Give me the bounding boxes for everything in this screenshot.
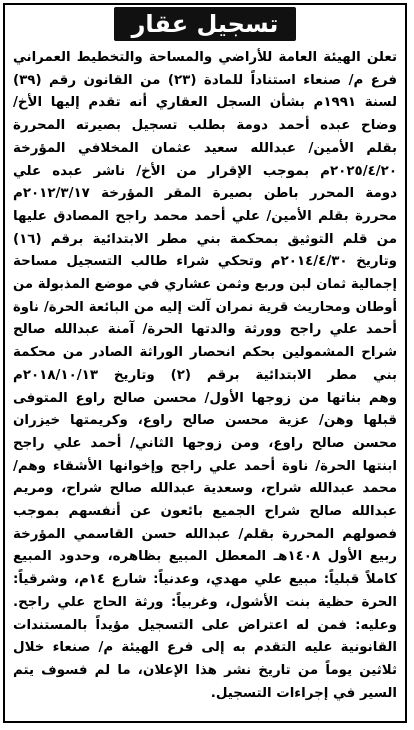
notice-line: عبدالله صالح شراح الجميع بائعون عن أنفسهم بموجب	[13, 504, 397, 520]
notice-line: إجمالية ثمان لبن وربع وثمن عشاري في موضع المذبولة من	[13, 277, 397, 293]
notice-line: محمد عبدالله شراح، وسعدية عبدالله صالح شراح، ومريم	[13, 481, 397, 497]
notice-line: محسن صالح راوع، ومن زوجها الثاني/ أحمد علي راجح	[13, 435, 397, 451]
notice-line: وتاريخ ٢٠١٤/٤/٣٠م وتحكي شراء طالب التسجيل مساحة	[13, 254, 397, 270]
notice-frame	[3, 3, 407, 723]
notice-header	[5, 5, 405, 43]
notice-line: أوطان ومحاريث قرية نمران آلت إليه من البائعة الحرة/ ناوة	[13, 299, 397, 315]
notice-line: السير في إجراءات التسجيل.	[210, 685, 397, 701]
notice-line: فصولهم المحررة بقلم/ عبدالله حسن القاسمي المؤرخة	[13, 526, 397, 542]
notice-line: ثلاثين يوماً من تاريخ نشر هذا الإعلان، ما لم فسوف يتم	[13, 662, 397, 678]
notice-line: دومة المحرر باطن بصيرة المقر المؤرخة ٢٠١٢/٣/١٧م	[13, 186, 397, 202]
notice-line: قبلها وهن/ عزية محسن صالح راوع، وكريمتها خيزران	[13, 413, 397, 429]
notice-line: بني مطر الابتدائية برقم (٢) وتاريخ ٢٠١٨/١٠/١٣م	[13, 367, 397, 383]
notice-line: وعليه: فمن له اعتراض على التسجيل مؤيداً بالمستندات	[13, 617, 397, 633]
notice-line: من قلم التوثيق بمحكمة بني مطر الابتدائية برقم (١٦)	[13, 231, 397, 247]
notice-line: كاملاً قبلياً: مبيع علي مهدي، وعدنياً: شارع ١٤م، وشرقياً:	[13, 572, 397, 588]
notice-line: أحمد علي راجح وورثة والدتها الحرة/ آمنة عبدالله صالح	[13, 322, 397, 338]
notice-line: فرع م/ صنعاء استناداً للمادة (٢٣) من القانون رقم (٣٩)	[13, 72, 397, 88]
notice-line: بقلم الأمين/ عبدالله سعيد عثمان المخلافي المؤرخة	[13, 140, 397, 156]
notice-line: الحرة حظية بنت الأشول، وغربياً: ورثة الحاج علي راجح.	[13, 594, 397, 610]
notice-line: تعلن الهيئة العامة للأراضي والمساحة والتخطيط العمراني	[13, 50, 397, 65]
notice-body	[13, 47, 397, 715]
notice-line: وهم بناتها من زوجها الأول/ محسن صالح راوع المتوفى	[13, 390, 397, 406]
notice-line: وضاح عبده أحمد دومة بطلب تسجيل بصيرته المحررة	[13, 118, 397, 134]
notice-title: تسجيل عقار	[114, 7, 297, 41]
notice-line: شراح المشمولين بحكم انحصار الوراثة الصادر من محكمة	[13, 345, 397, 361]
notice-line: محررة بقلم الأمين/ علي أحمد محمد راجح المصادق عليها	[13, 208, 397, 224]
notice-line: ٢٠٢٥/٤/٢٠م بموجب الإقرار من الأخ/ ناشر عبده علي	[13, 163, 397, 179]
notice-line: ابنتها الحرة/ ناوة أحمد علي راجح وإخوانها الأشقاء وهم/	[13, 458, 397, 474]
notice-line: لسنة ١٩٩١م بشأن السجل العقاري أنه تقدم إليها الأخ/	[13, 95, 397, 111]
notice-line: ربيع الأول ١٤٠٨هـ المعطل المبيع بظاهره، وحدود المبيع	[13, 549, 397, 565]
notice-line: القانونية عليه التقدم به إلى فرع الهيئة م/ صنعاء خلال	[13, 640, 397, 656]
